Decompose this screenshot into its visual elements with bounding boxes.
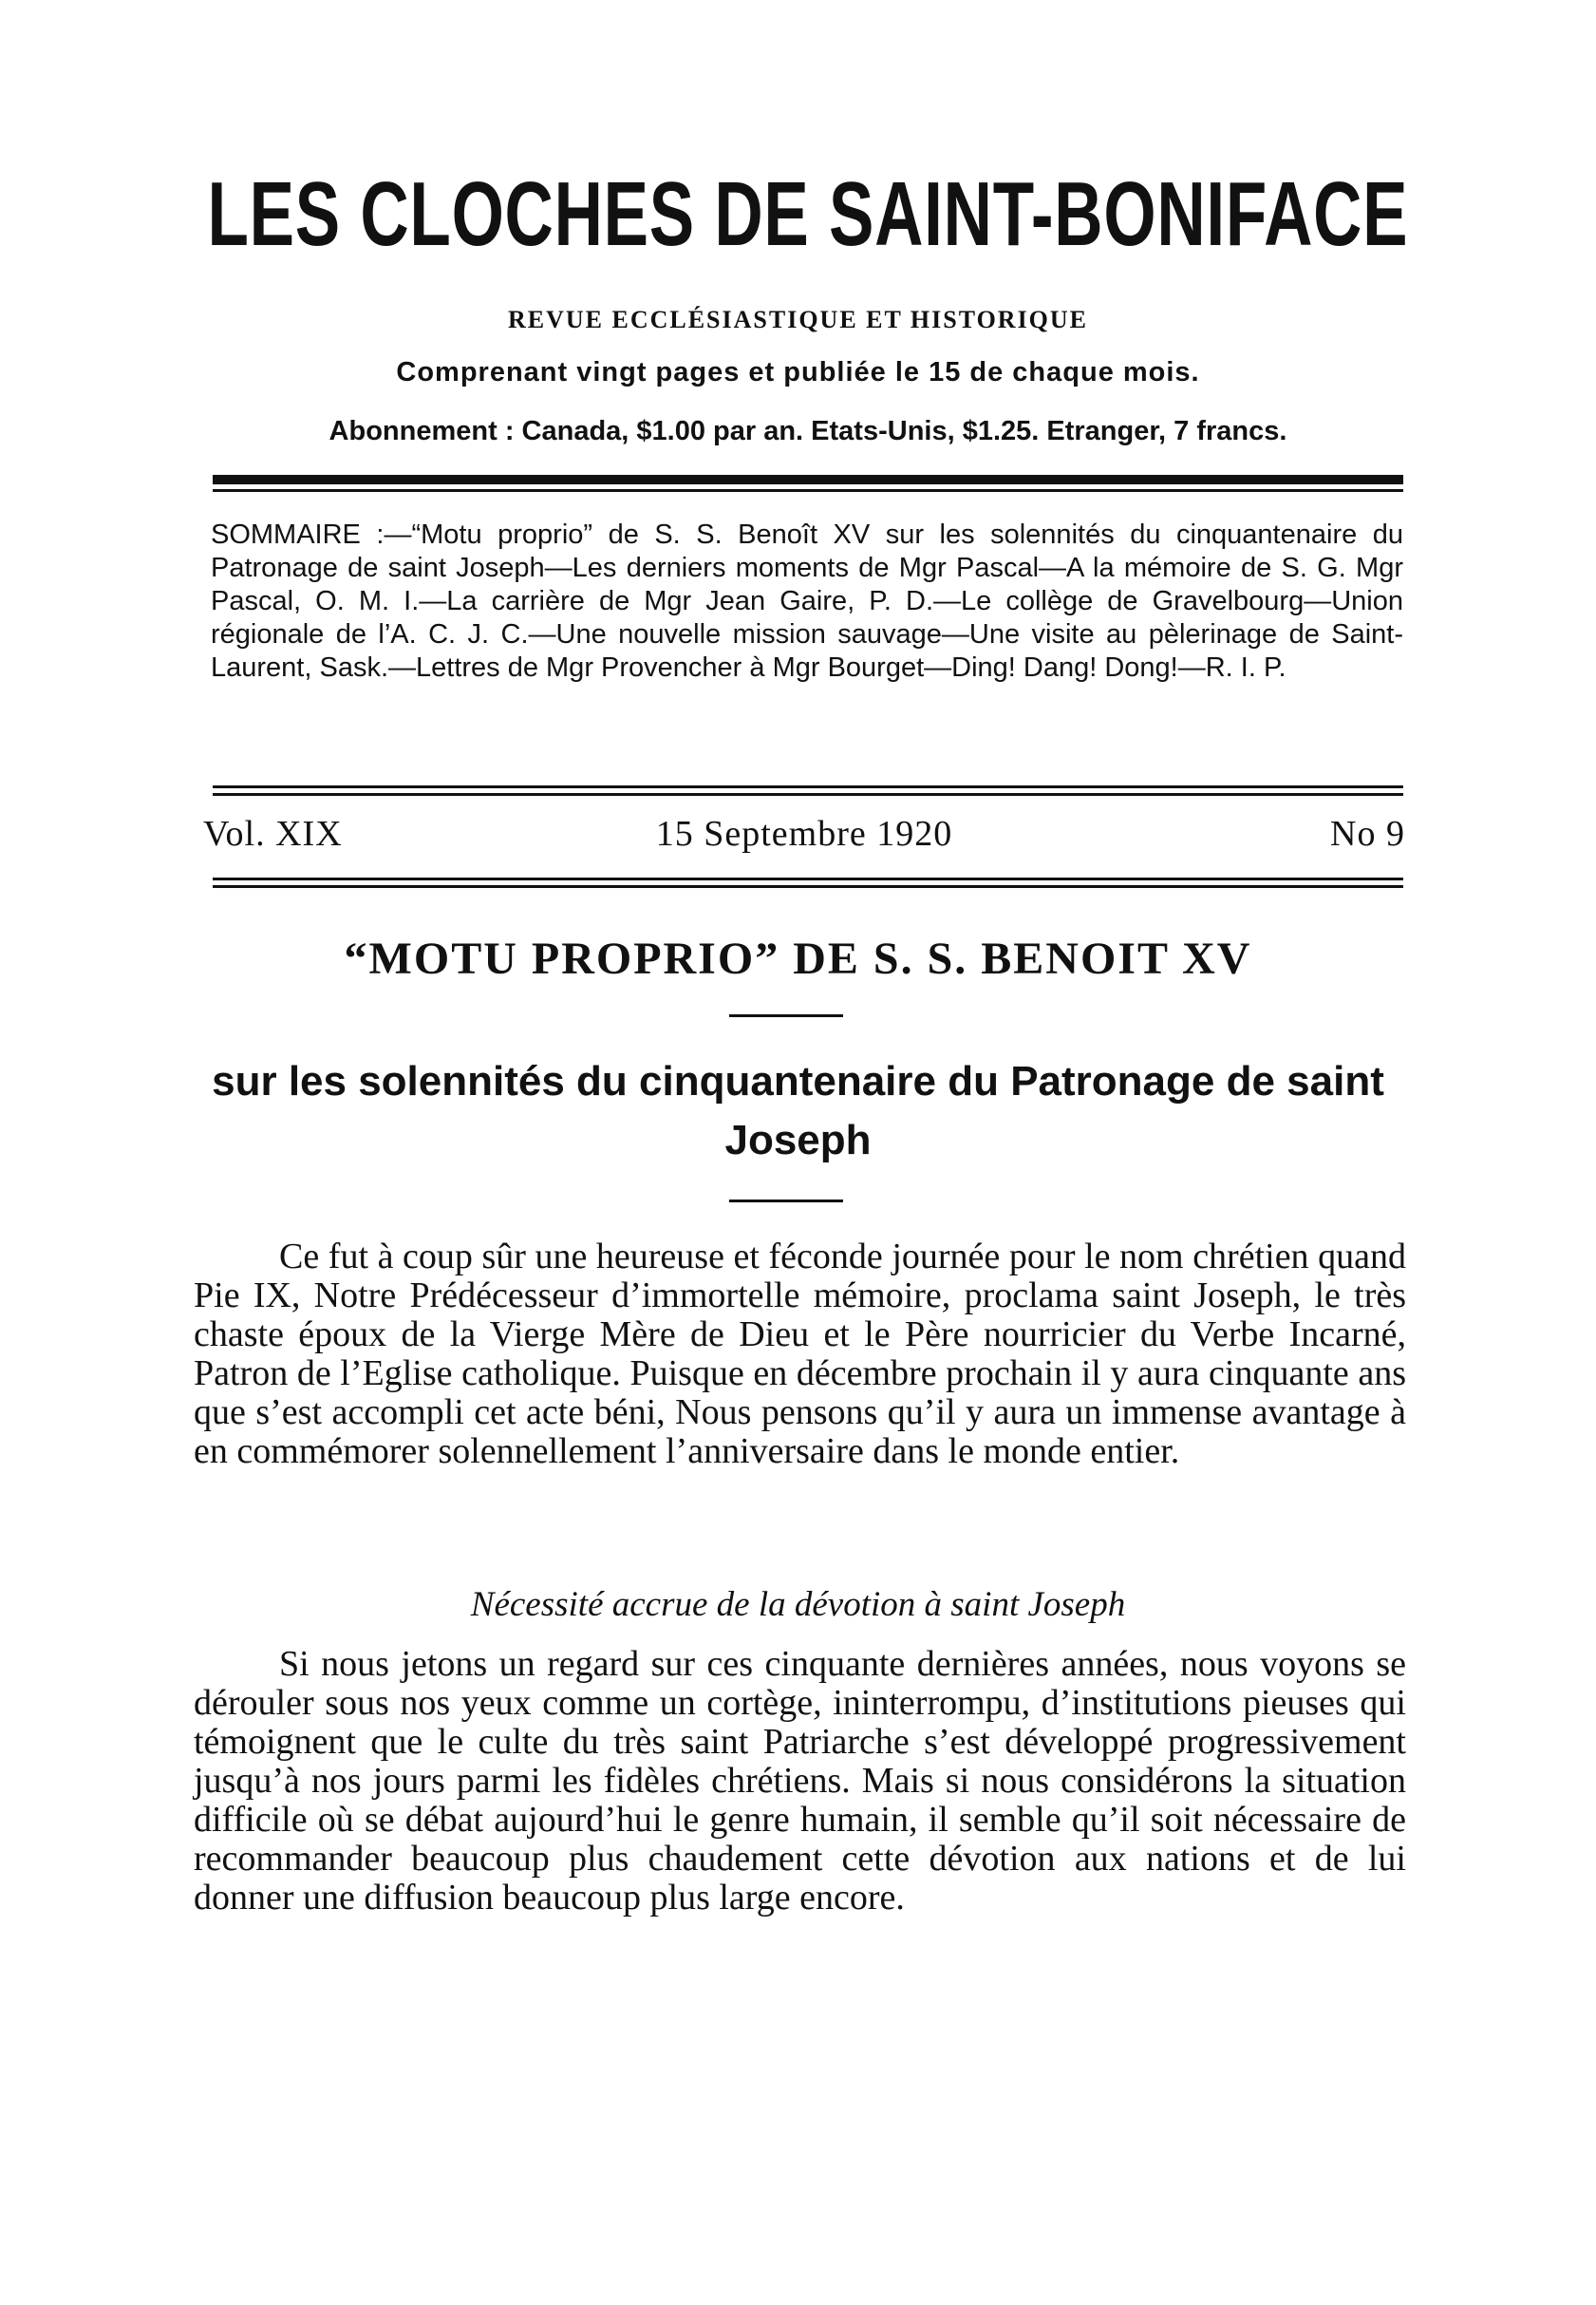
issue-date: 15 Septembre 1920 bbox=[655, 814, 953, 854]
masthead-divider-thick bbox=[213, 475, 1403, 484]
issue-number: No 9 bbox=[1330, 814, 1405, 854]
section-heading: Nécessité accrue de la dévotion à saint Joseph bbox=[470, 1585, 1126, 1624]
subtitle-separator bbox=[729, 1200, 843, 1202]
subscription-rates: Abonnement : Canada, $1.00 par an. Etats-Unis, $1.25. Etranger, 7 francs. bbox=[329, 416, 1287, 446]
sommaire-text: —“Motu proprio” de S. S. Benoît XV sur les solennités du cinquantenaire du Patronage de saint Joseph—Les derniers moments de Mgr Pascal—A la mémoire de S. G. Mgr Pascal, O. M. I.—La carrière de Mgr Jean Gaire, P. D.—Le collège de Gravelbourg—Union régionale de l’A. C. J. C.—Une nouvelle mission sauvage—Une visite au pèlerinage de Saint-Laurent, Sask.—Lettres de Mgr Provencher à Mgr Bourget—Ding! Dang! Dong!—R. I. P. bbox=[211, 520, 1404, 683]
issue-line bbox=[203, 813, 1405, 854]
publication-note: Comprenant vingt pages et publiée le 15 de chaque mois. bbox=[396, 357, 1200, 387]
masthead-divider-thin bbox=[213, 489, 1403, 492]
issue-divider-top-1 bbox=[213, 785, 1403, 788]
article-title: “MOTU PROPRIO” DE S. S. BENOIT XV bbox=[344, 934, 1252, 984]
table-of-contents bbox=[211, 519, 1403, 685]
issue-divider-bottom-1 bbox=[213, 878, 1403, 880]
masthead-subtitle: REVUE ECCLÉSIASTIQUE ET HISTORIQUE bbox=[507, 306, 1089, 333]
article-paragraph-1: Ce fut à coup sûr une heureuse et féconde journée pour le nom chrétien quand Pie IX, Notre Prédécesseur d’immortelle mémoire, proclama saint Joseph, le très chaste époux de la Vierge Mère de Dieu et le Père nourricier du Verbe Incarné, Patron de l’Eglise catholique. Puisque en décembre prochain il y aura cinquante ans que s’est accompli cet acte béni, Nous pensons qu’il y aura un immense avantage à en commémorer solennellement l’anniversaire dans le monde entier. bbox=[194, 1237, 1406, 1471]
issue-divider-bottom-2 bbox=[213, 885, 1403, 888]
article-subtitle: sur les solennités du cinquantenaire du Patronage de saint Joseph bbox=[212, 1058, 1384, 1163]
article-paragraph-2: Si nous jetons un regard sur ces cinquante dernières années, nous voyons se dérouler sous nos yeux comme un cortège, ininterrompu, d’institutions pieuses qui témoignent que le culte du très saint Patriarche s’est développé progressivement jusqu’à nos jours parmi les fidèles chrétiens. Mais si nous considérons la situation difficile où se débat aujourd’hui le genre humain, il semble qu’il soit nécessaire de recommander beaucoup plus chaudement cette dévotion aux nations et de lui donner une diffusion beaucoup plus large encore. bbox=[194, 1644, 1406, 1918]
sommaire-label: SOMMAIRE : bbox=[211, 520, 385, 550]
issue-volume: Vol. XIX bbox=[203, 814, 343, 854]
masthead-title: LES CLOCHES DE SAINT-BONIFACE bbox=[207, 163, 1409, 265]
title-separator bbox=[729, 1014, 843, 1017]
issue-divider-top-2 bbox=[213, 793, 1403, 796]
